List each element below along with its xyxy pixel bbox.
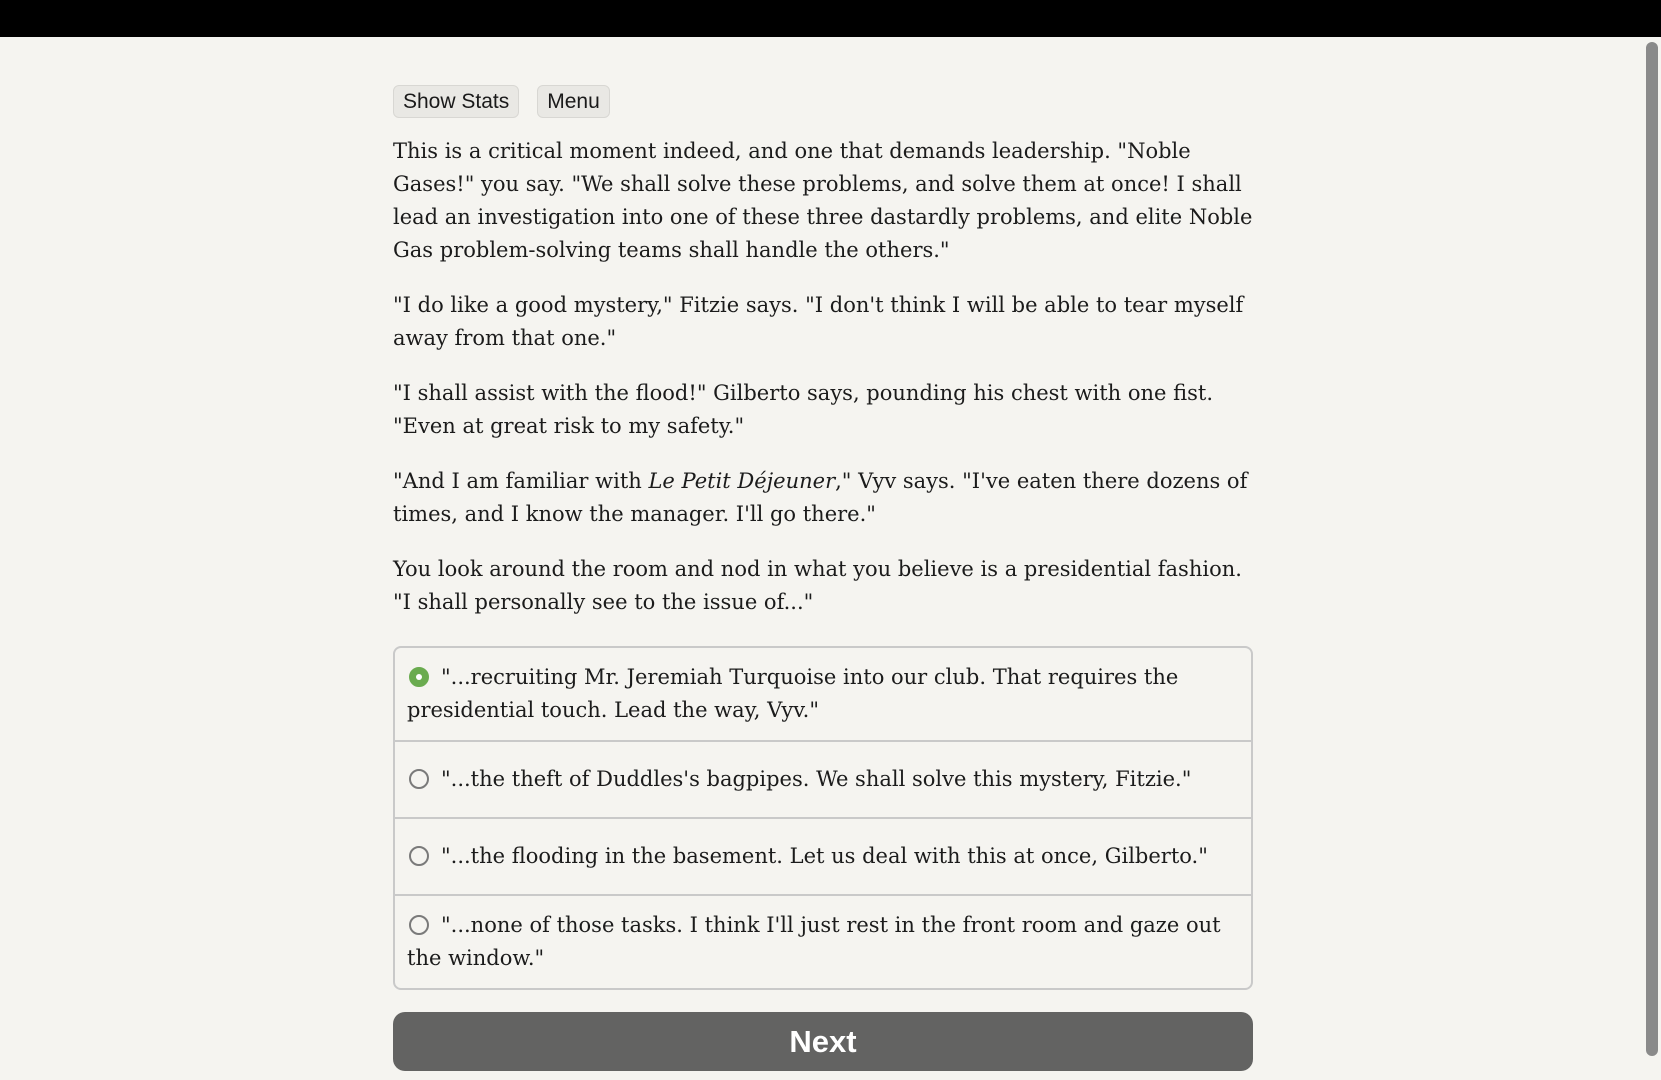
top-bar [0, 0, 1661, 37]
story-paragraph [393, 465, 1253, 531]
choice-option-1[interactable] [395, 648, 1251, 740]
story-text [393, 135, 1253, 619]
choice-text: "...the flooding in the basement. Let us deal with this at once, Gilberto." [441, 844, 1208, 868]
radio-selected-icon[interactable] [409, 667, 429, 687]
game-container [393, 85, 1253, 1071]
story-paragraph: "I shall assist with the flood!" Gilberto says, pounding his chest with one fist. "Even at great risk to my safety." [393, 381, 1214, 438]
radio-unselected-icon[interactable] [409, 769, 429, 789]
radio-unselected-icon[interactable] [409, 915, 429, 935]
choice-option-4[interactable] [395, 894, 1251, 988]
choice-list [393, 646, 1253, 990]
choice-text: "...recruiting Mr. Jeremiah Turquoise into our club. That requires the presidential touch. Lead the way, Vyv." [407, 665, 1179, 722]
story-paragraph: You look around the room and nod in what you believe is a presidential fashion. "I shall personally see to the issue of..." [393, 557, 1242, 614]
story-text-part: "And I am familiar with [393, 469, 649, 493]
choice-text: "...none of those tasks. I think I'll just rest in the front room and gaze out the window." [407, 913, 1221, 970]
story-italic-title: Le Petit Déjeuner [648, 469, 836, 493]
story-text-part: ," Vyv says. "I've eaten there dozens of times, and I know the manager. I'll go there." [393, 469, 1248, 526]
choice-option-2[interactable] [395, 740, 1251, 817]
story-paragraph: "I do like a good mystery," Fitzie says. "I don't think I will be able to tear myself away from that one." [393, 293, 1244, 350]
toolbar [393, 85, 1253, 118]
story-paragraph: This is a critical moment indeed, and one that demands leadership. "Noble Gases!" you say. "We shall solve these problems, and solve them at once! I shall lead an investigation into one of these three dastardly problems, and elite Noble Gas problem-solving teams shall handle the others." [393, 139, 1253, 262]
scrollbar-thumb[interactable] [1646, 42, 1658, 1056]
next-button[interactable]: Next [393, 1012, 1253, 1071]
show-stats-button[interactable]: Show Stats [393, 85, 519, 118]
menu-button[interactable]: Menu [537, 85, 610, 118]
choice-option-3[interactable] [395, 817, 1251, 894]
radio-unselected-icon[interactable] [409, 846, 429, 866]
choice-text: "...the theft of Duddles's bagpipes. We shall solve this mystery, Fitzie." [441, 767, 1192, 791]
